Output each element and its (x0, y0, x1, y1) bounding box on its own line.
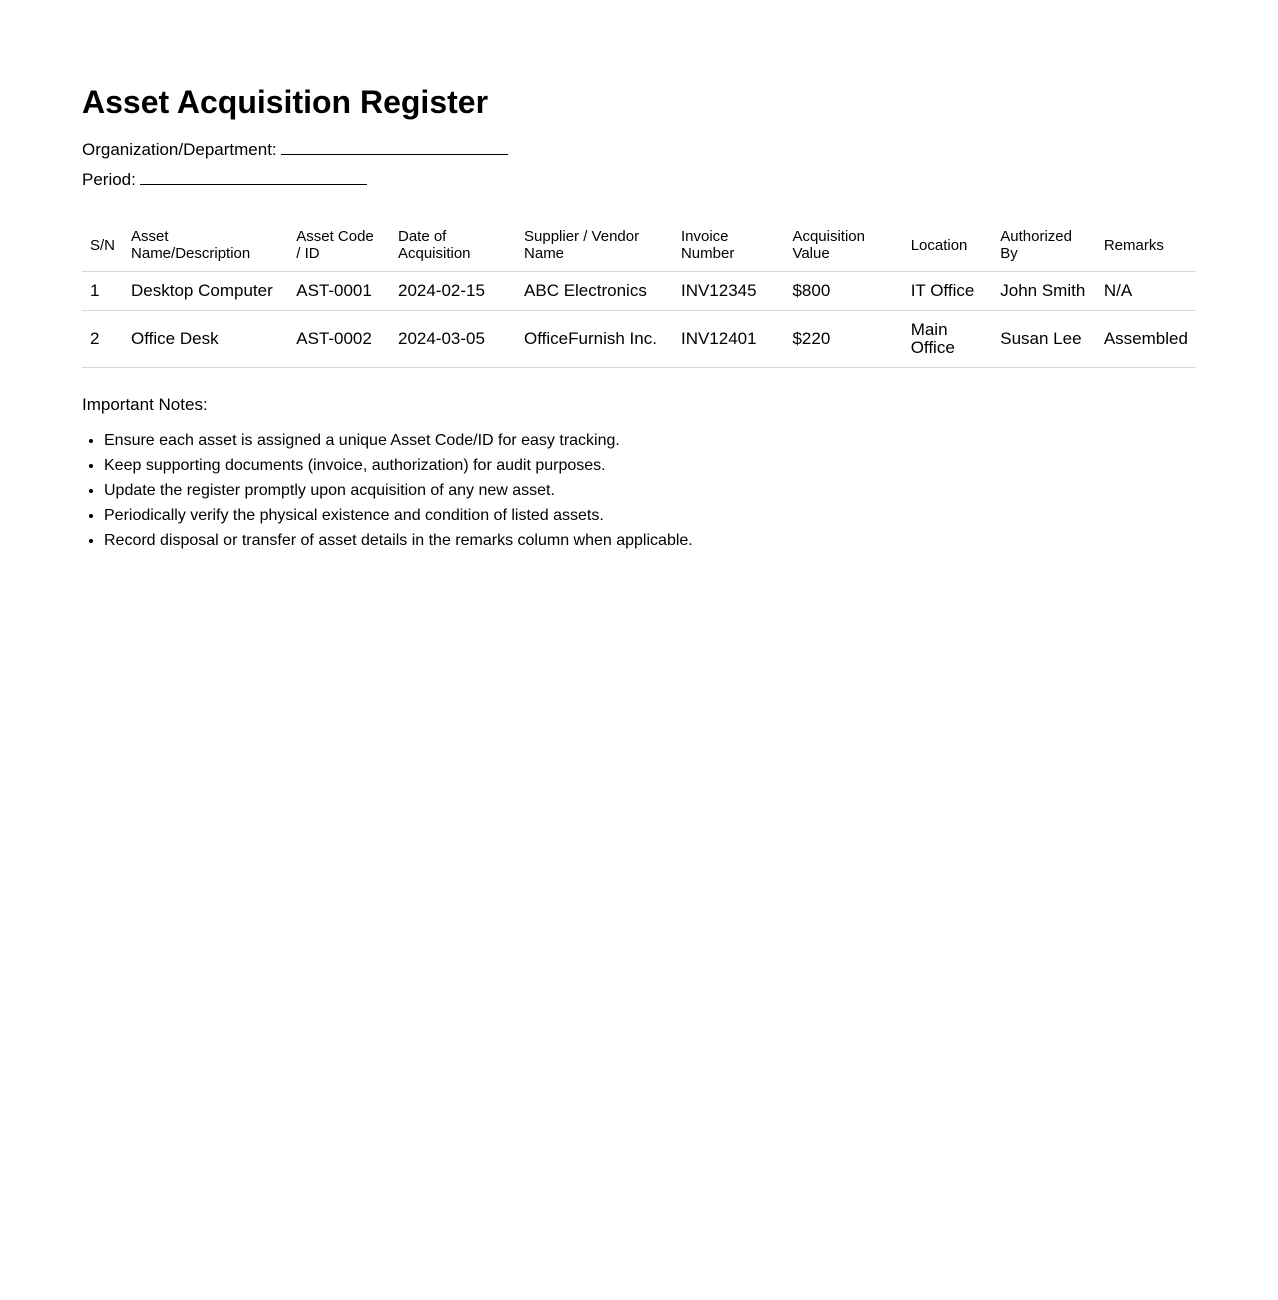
notes-title: Important Notes: (82, 395, 208, 414)
cell-location: Main Office (903, 311, 993, 368)
header-asset-name: Asset Name/Description (123, 219, 288, 272)
asset-register-table (82, 219, 1196, 368)
header-date: Date of Acquisition (390, 219, 516, 272)
header-invoice: Invoice Number (673, 219, 784, 272)
header-location: Location (903, 219, 993, 272)
cell-value: $800 (784, 272, 902, 311)
list-item: • Periodically verify the physical existence and condition of listed assets. (104, 503, 693, 528)
cell-remarks: Assembled (1096, 311, 1196, 368)
list-item: • Update the register promptly upon acquisition of any new asset. (104, 478, 693, 503)
list-item: • Keep supporting documents (invoice, authorization) for audit purposes. (104, 453, 693, 478)
cell-authorized-by: John Smith (992, 272, 1096, 311)
cell-asset-name: Office Desk (123, 311, 288, 368)
cell-location: IT Office (903, 272, 993, 311)
cell-asset-name: Desktop Computer (123, 272, 288, 311)
cell-supplier: ABC Electronics (516, 272, 673, 311)
header-sn: S/N (82, 219, 123, 272)
period-blank-line (140, 168, 367, 185)
cell-sn: 2 (82, 311, 123, 368)
table-header-row (82, 219, 1196, 272)
header-supplier: Supplier / Vendor Name (516, 219, 673, 272)
notes-list (82, 428, 693, 553)
period-label: Period: (82, 170, 136, 189)
cell-supplier: OfficeFurnish Inc. (516, 311, 673, 368)
cell-sn: 1 (82, 272, 123, 311)
organization-field (82, 138, 508, 160)
header-asset-code: Asset Code / ID (288, 219, 390, 272)
header-remarks: Remarks (1096, 219, 1196, 272)
list-item: • Ensure each asset is assigned a unique Asset Code/ID for easy tracking. (104, 428, 693, 453)
cell-value: $220 (784, 311, 902, 368)
cell-asset-code: AST-0002 (288, 311, 390, 368)
page-title: Asset Acquisition Register (82, 84, 489, 120)
table-row (82, 311, 1196, 368)
cell-date: 2024-02-15 (390, 272, 516, 311)
organization-label: Organization/Department: (82, 140, 277, 159)
cell-invoice: INV12345 (673, 272, 784, 311)
table-row (82, 272, 1196, 311)
organization-blank-line (281, 138, 508, 155)
header-value: Acquisition Value (784, 219, 902, 272)
cell-invoice: INV12401 (673, 311, 784, 368)
cell-remarks: N/A (1096, 272, 1196, 311)
document-page (0, 0, 1278, 549)
cell-authorized-by: Susan Lee (992, 311, 1096, 368)
cell-date: 2024-03-05 (390, 311, 516, 368)
list-item: • Record disposal or transfer of asset details in the remarks column when applicable. (104, 528, 693, 553)
period-field (82, 168, 367, 190)
cell-asset-code: AST-0001 (288, 272, 390, 311)
header-authorized-by: Authorized By (992, 219, 1096, 272)
